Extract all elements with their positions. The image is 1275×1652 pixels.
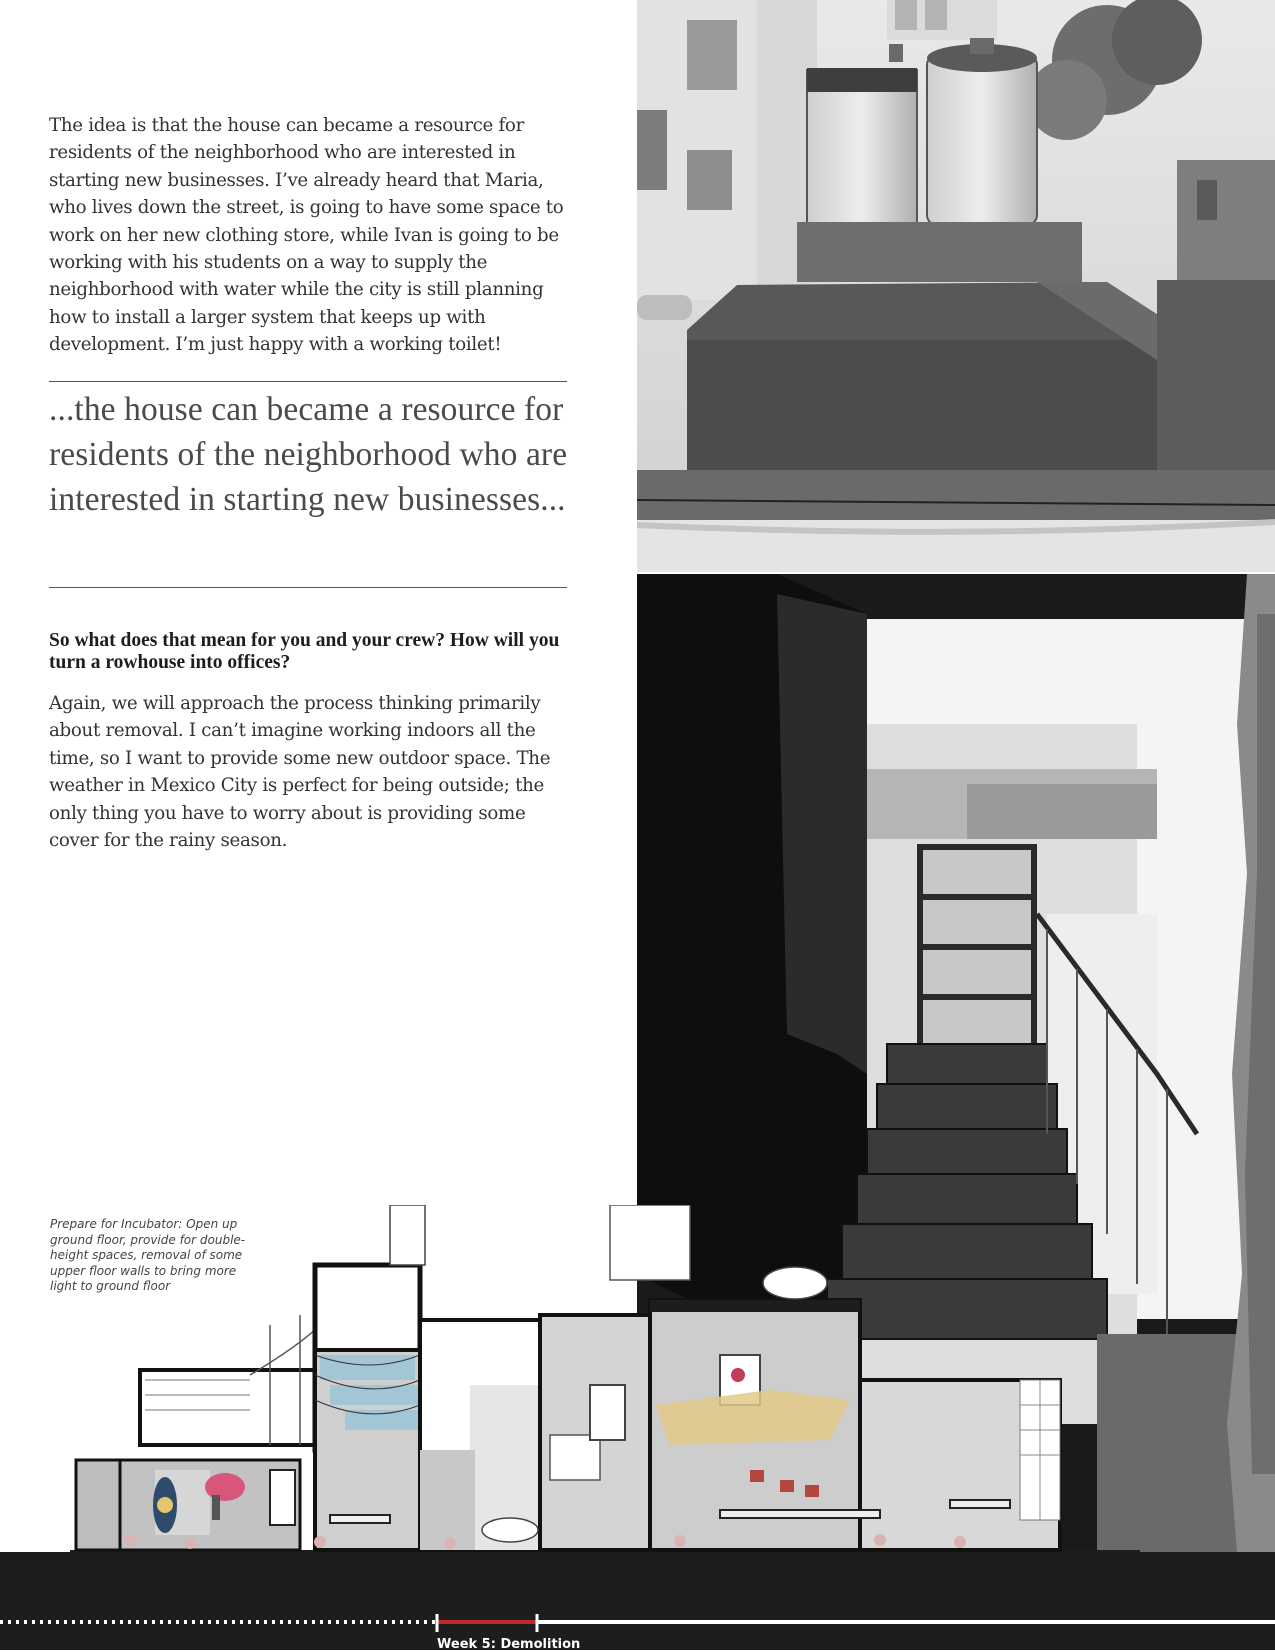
pull-quote-top-rule (49, 381, 567, 382)
timeline-bar (0, 1552, 1275, 1650)
interview-answer: Again, we will approach the process thinking primarily about removal. I can’t imagine working indoors all the time, so I want to provide some new outdoor space. The weather in Mexico City is perfect for being outside; the only thing you have to worry about is providing some cover for the rainy season. (49, 693, 551, 852)
timeline-week-label: Week 5: Demolition (437, 1637, 581, 1652)
pull-quote: ...the house can became a resource for residents of the neighborhood who are interested in starting new businesses... (49, 391, 568, 518)
interview-question: So what does that mean for you and your crew? How will you turn a rowhouse into offices? (49, 630, 560, 673)
rooftop-water-tanks-photo (637, 0, 1275, 572)
pull-quote-bottom-rule (49, 587, 567, 588)
section-drawing-caption: Prepare for Incubator: Open up ground floor, provide for double-height spaces, removal of some upper floor walls to bring more light to ground floor (50, 1217, 246, 1293)
intro-paragraph: The idea is that the house can became a resource for residents of the neighborhood who are interested in starting new businesses. I’ve already heard that Maria, who lives down the street, is going to have some space to work on her new clothing store, while Ivan is going to be working with his students on a way to supply the neighborhood with water while the city is still planning how to install a larger system that keeps up with development. I’m just happy with a working toilet! (49, 115, 564, 356)
